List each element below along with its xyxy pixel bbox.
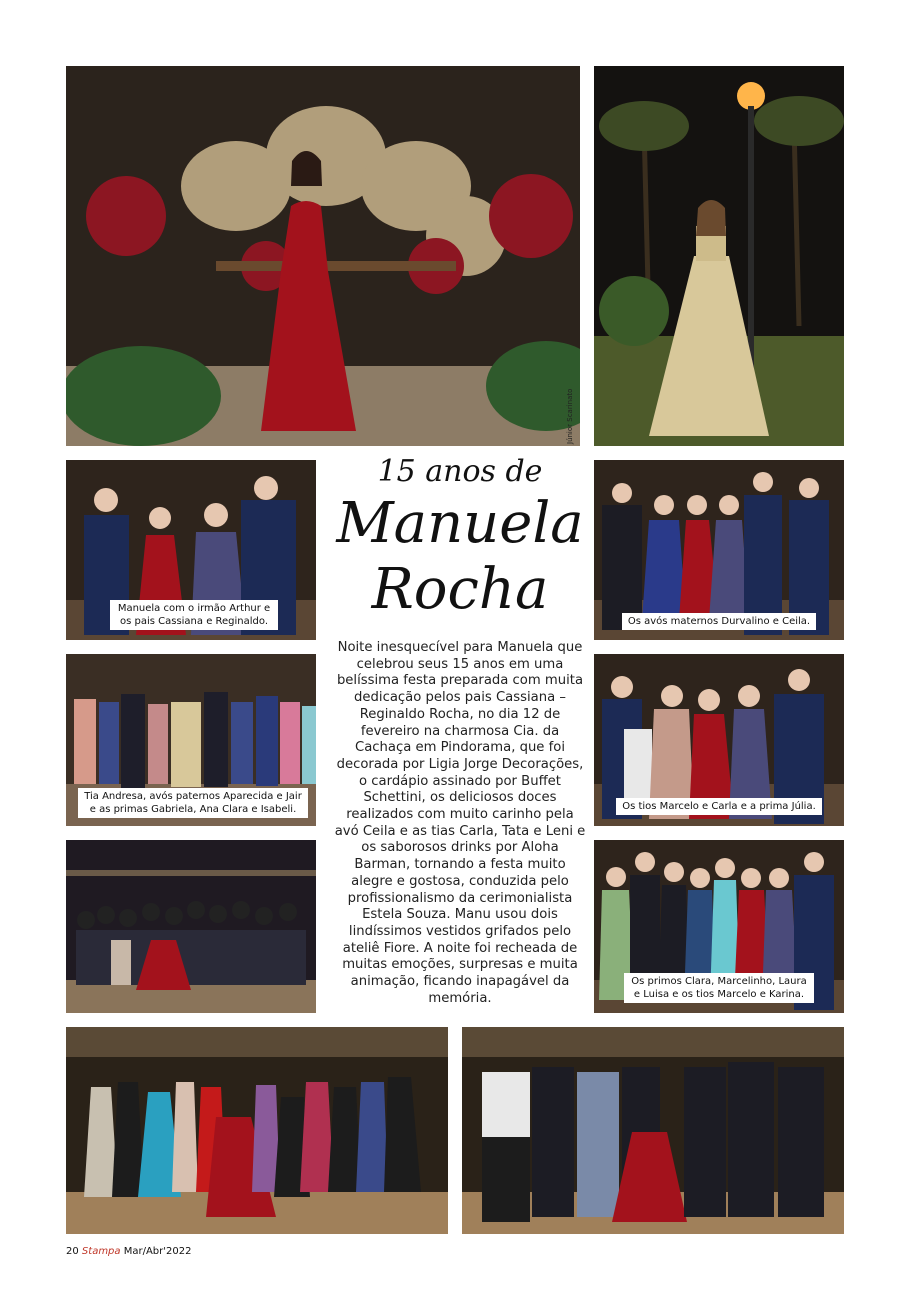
- photo-girls-group: [66, 1027, 448, 1234]
- article-title-line3: Rocha: [371, 557, 549, 622]
- photo-paternal-family: [66, 654, 316, 826]
- issue-date: Mar/Abr'2022: [123, 1246, 192, 1257]
- photo-party-group: [66, 840, 316, 1013]
- photo-uncles-cousin: [594, 654, 844, 826]
- caption-family: Manuela com o irmão Arthur e os pais Cassiana e Reginaldo.: [110, 600, 278, 630]
- caption-uncles: Os tios Marcelo e Carla e a prima Júlia.: [616, 798, 822, 815]
- caption-cousins: Os primos Clara, Marcelinho, Laura e Luisa e os tios Marcelo e Karina.: [624, 973, 814, 1003]
- photo-manuela-gold-dress: [594, 66, 844, 446]
- photo-credit: Júnior Scarinato: [566, 388, 574, 444]
- magazine-brand: Stampa: [81, 1246, 121, 1257]
- page-number: 20: [66, 1246, 79, 1257]
- photo-boys-group: [462, 1027, 844, 1234]
- photo-cousins: [594, 840, 844, 1013]
- page-footer: [66, 1246, 191, 1257]
- article-title-line2: Manuela: [336, 491, 584, 556]
- article-title-line1: 15 anos de: [377, 454, 543, 489]
- caption-paternal: Tia Andresa, avós paternos Aparecida e Jair e as primas Gabriela, Ana Clara e Isabeli.: [78, 788, 308, 818]
- caption-grandparents-maternal: Os avós maternos Durvalino e Ceila.: [622, 613, 816, 630]
- photo-manuela-red-dress: [66, 66, 580, 446]
- photo-family: [66, 460, 316, 640]
- photo-maternal-grandparents: [594, 460, 844, 640]
- article-body: Noite inesquecível para Manuela que celebrou seus 15 anos em uma belíssima festa preparada com muita dedicação pelos pais Cassiana – Reginaldo Rocha, no dia 12 de fevereiro na charmosa Cia. da Cachaça em Pindorama, que foi decorada por Ligia Jorge Decorações, o cardápio assinado por Buffet Schettini, os deliciosos doces realizados com muito carinho pela avó Ceila e as tias Carla, Tata e Leni e os saborosos drinks por Aloha Barman, tornando a festa muito alegre e gostosa, conduzida pelo profissionalismo da cerimonialista Estela Souza. Manu usou dois lindíssimos vestidos grifados pelo ateliê Fiore. A noite foi recheada de muitas emoções, surpresas e muita animação, ficando inapagável da memória.: [334, 640, 586, 1006]
